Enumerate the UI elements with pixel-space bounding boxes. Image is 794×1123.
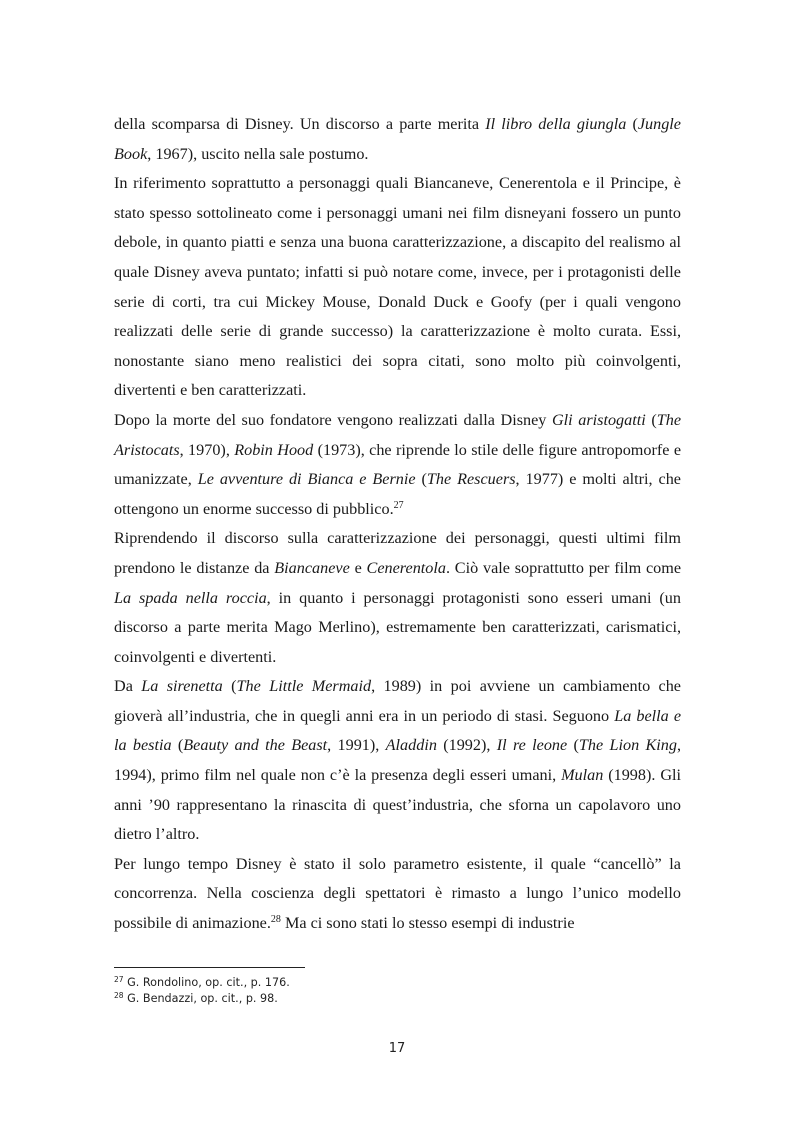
text-run: ( bbox=[626, 115, 638, 133]
text-run: . Ciò vale soprattutto per film come bbox=[445, 558, 682, 577]
paragraph-3 bbox=[114, 406, 681, 524]
text-run: ( bbox=[415, 470, 427, 489]
text-run: Dopo la morte del suo fondatore vengono realizzati dalla Disney bbox=[114, 410, 552, 429]
title-italic: Il re leone bbox=[496, 736, 568, 755]
text-run: Per lungo tempo Disney è stato il solo parametro esistente, il quale “cancellò” la concorrenza. Nella coscienza degli spettatori è rimasto a lungo l’unico modello possibile di animazione. bbox=[114, 854, 681, 933]
footnote-number: 27 bbox=[114, 975, 124, 984]
text-run: ( bbox=[222, 677, 237, 696]
title-italic: Il libro della giungla bbox=[485, 115, 627, 133]
title-italic: Aladdin bbox=[385, 736, 437, 755]
text-run: (1973), che riprende lo stile delle figure antropomorfe e umanizzate, bbox=[114, 440, 682, 489]
paragraph-2 bbox=[114, 169, 681, 406]
title-italic: Jungle Book bbox=[114, 115, 681, 163]
title-italic: The Aristocats bbox=[114, 410, 681, 459]
title-italic: The Rescuers bbox=[426, 470, 516, 489]
text-run: Da bbox=[114, 677, 142, 696]
title-italic: Beauty and the Beast bbox=[183, 736, 328, 755]
paragraph-5 bbox=[114, 672, 681, 850]
title-italic: The Lion King bbox=[578, 736, 677, 755]
text-run: ( bbox=[645, 410, 657, 429]
text-run: , 1991), bbox=[327, 736, 386, 755]
title-italic: Cenerentola bbox=[366, 558, 446, 577]
title-italic: La spada nella roccia bbox=[114, 588, 267, 607]
text-run: Ma ci sono stati lo stesso esempi di industrie bbox=[280, 914, 575, 933]
title-italic: The Little Mermaid bbox=[236, 677, 372, 696]
footnote-separator bbox=[114, 967, 305, 968]
title-italic: La bella e la bestia bbox=[114, 706, 681, 755]
footnote-28 bbox=[114, 991, 681, 1007]
paragraph-4 bbox=[114, 524, 681, 672]
paragraph-1 bbox=[114, 110, 681, 169]
footnote-text: G. Bendazzi, op. cit., p. 98. bbox=[127, 992, 278, 1005]
body-text bbox=[114, 110, 681, 939]
footnotes bbox=[114, 975, 681, 1007]
text-run: , 1994), primo film nel quale non c’è la presenza degli esseri umani, bbox=[114, 736, 682, 785]
text-run: Riprendendo il discorso sulla caratterizzazione dei personaggi, questi ultimi film prendono le distanze da bbox=[114, 529, 681, 577]
page-number: 17 bbox=[388, 1041, 406, 1056]
text-run: , 1989) in poi avviene un cambiamento che gioverà all’industria, che in quegli anni era in un periodo di stasi. Seguono bbox=[114, 677, 681, 725]
text-run: , 1977) e molti altri, che ottengono un enorme successo di pubblico. bbox=[114, 470, 681, 518]
footnote-text: G. Rondolino, op. cit., p. 176. bbox=[127, 976, 290, 989]
text-run: della scomparsa di Disney. Un discorso a parte merita bbox=[114, 115, 486, 133]
footnote-27 bbox=[114, 975, 681, 991]
footnote-ref-27[interactable]: 27 bbox=[393, 499, 404, 511]
text-run: (1998). Gli anni ’90 rappresentano la rinascita di quest’industria, che sforna un capolavoro uno dietro l’altro. bbox=[114, 766, 681, 844]
title-italic: Gli aristogatti bbox=[551, 410, 646, 429]
text-run: , in quanto i personaggi protagonisti sono esseri umani (un discorso a parte merita Mago Merlino), estremamente ben caratterizzati, carismatici, coinvolgenti e divertenti. bbox=[114, 588, 681, 666]
footnote-ref-28[interactable]: 28 bbox=[270, 914, 281, 926]
text-run: , 1967), uscito nella sale postumo. bbox=[147, 144, 369, 163]
text-run: ( bbox=[171, 736, 184, 755]
text-run: In riferimento soprattutto a personaggi quali Biancaneve, Cenerentola e il Principe, è stato spesso sottolineato come i personaggi umani nei film disneyani fossero un punto debole, in quanto piatti e senza una buona caratterizzazione, a discapito del realismo al quale Disney aveva puntato; infatti si può notare come, invece, per i protagonisti delle serie di corti, tra cui Mickey Mouse, Donald Duck e Goofy (per i quali vengono realizzati delle serie di grande successo) la caratterizzazione è molto curata. Essi, nonostante siano meno realistici dei sopra citati, sono molto più coinvolgenti, divertenti e ben caratterizzati. bbox=[114, 174, 681, 400]
text-run: e bbox=[349, 558, 367, 577]
footnote-number: 28 bbox=[114, 991, 124, 1000]
title-italic: La sirenetta bbox=[141, 677, 223, 696]
text-run: (1992), bbox=[436, 736, 497, 755]
title-italic: Biancaneve bbox=[274, 558, 350, 577]
title-italic: Le avventure di Bianca e Bernie bbox=[197, 470, 416, 489]
text-run: ( bbox=[567, 736, 579, 755]
title-italic: Mulan bbox=[561, 766, 604, 785]
title-italic: Robin Hood bbox=[234, 440, 314, 459]
paragraph-6 bbox=[114, 850, 681, 939]
text-run: , 1970), bbox=[179, 440, 235, 459]
